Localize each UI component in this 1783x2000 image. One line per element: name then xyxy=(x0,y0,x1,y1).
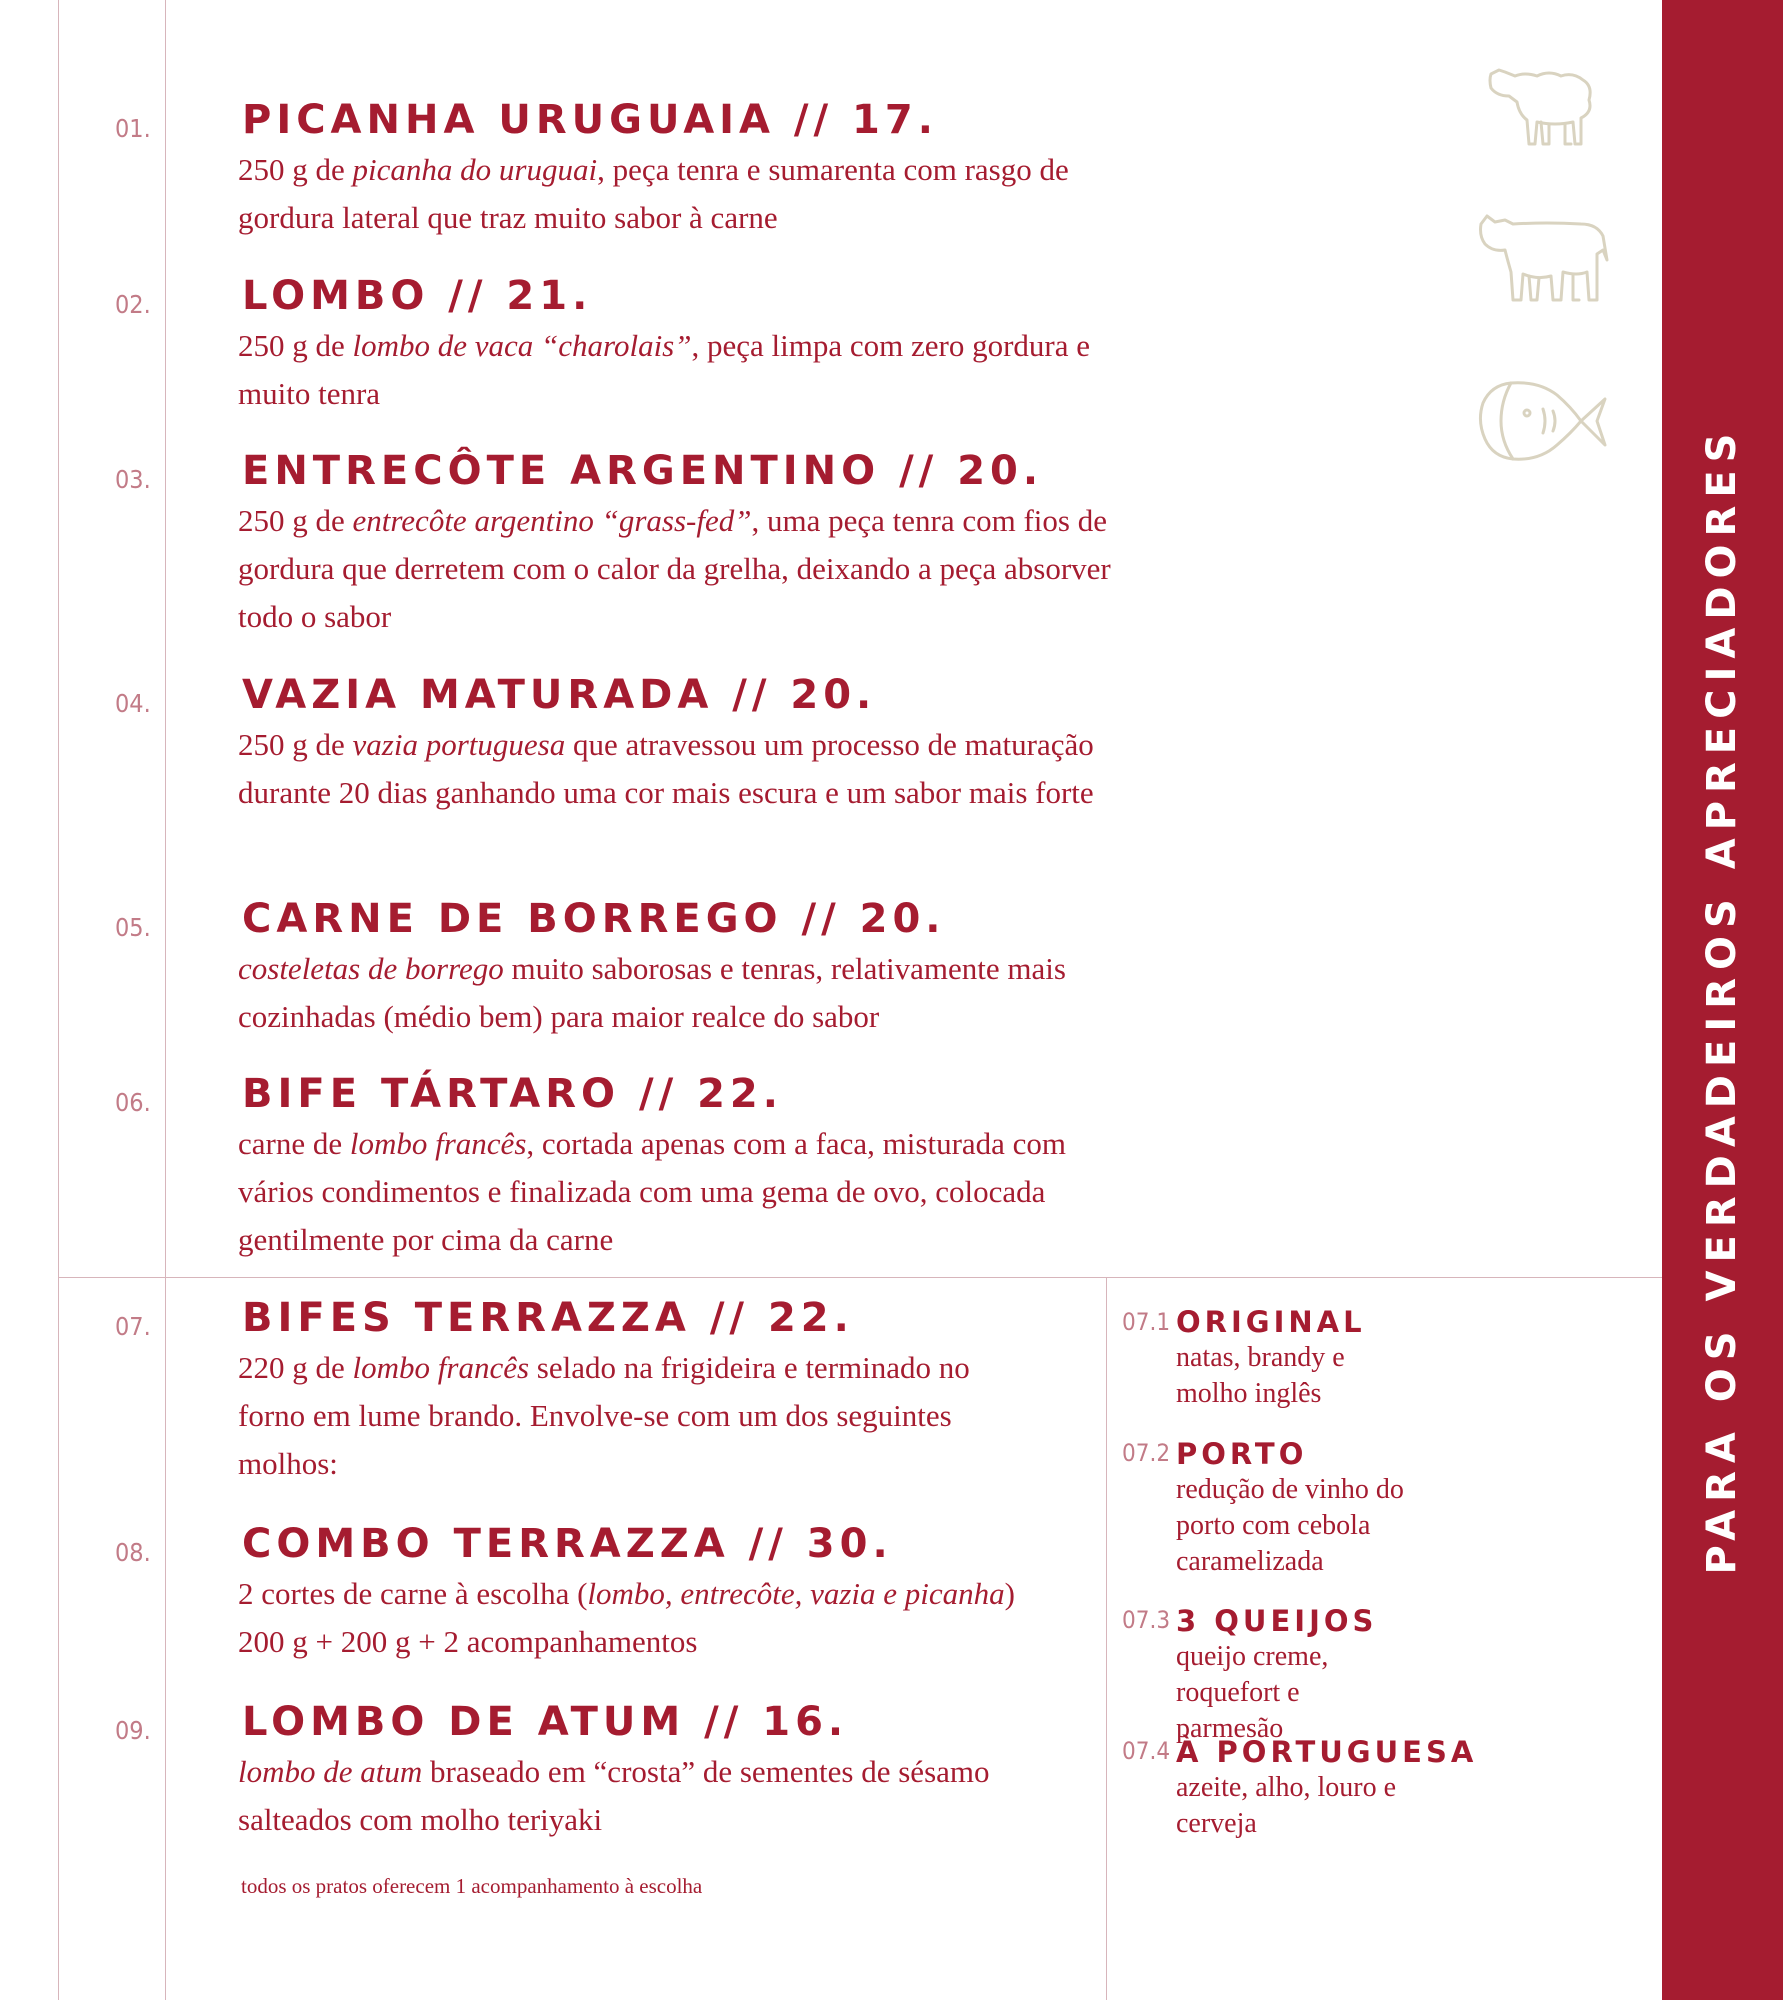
sauce-description: queijo creme, roquefort e parmesão xyxy=(1176,1641,1329,1744)
dish-title: CARNE DE BORREGO // 20. xyxy=(242,896,946,942)
dish-description-text: ) 200 g + 200 g + 2 acompanhamentos xyxy=(238,1576,1015,1659)
dish-description xyxy=(238,322,1118,418)
dish-description-text: , peça tenra e sumarenta com rasgo de gordura lateral que traz muito sabor à carne xyxy=(238,152,1069,235)
dish-description-text: carne de xyxy=(238,1126,350,1161)
dish-title: ENTRECÔTE ARGENTINO // 20. xyxy=(242,448,1044,494)
dish-picanha xyxy=(238,96,1118,242)
left-margin-rule xyxy=(58,0,59,2000)
sauce-description: natas, brandy e molho inglês xyxy=(1176,1342,1345,1409)
dish-number: 08. xyxy=(115,1538,151,1567)
dish-description xyxy=(238,945,1118,1041)
dish-description xyxy=(238,1344,978,1488)
dish-number: 01. xyxy=(115,114,151,143)
dish-description-text: braseado em “crosta” de sementes de sésamo salteados com molho teriyaki xyxy=(238,1754,990,1837)
dish-description-emphasis: lombo francês xyxy=(352,1350,530,1385)
dish-number: 09. xyxy=(115,1716,151,1745)
dish-number: 04. xyxy=(115,689,151,718)
dish-bifes-terrazza xyxy=(238,1294,978,1488)
sauce-column-rule xyxy=(1106,1277,1107,2000)
dish-title: COMBO TERRAZZA // 30. xyxy=(242,1521,893,1567)
sheep-icon xyxy=(1485,62,1605,152)
dish-combo-terrazza xyxy=(238,1520,1038,1666)
dish-description xyxy=(238,1748,1038,1844)
sauce-title: PORTO xyxy=(1176,1437,1308,1471)
dish-title: BIFE TÁRTARO // 22. xyxy=(242,1071,783,1117)
dish-entrecote xyxy=(238,447,1118,641)
dish-number: 03. xyxy=(115,465,151,494)
dish-description-emphasis: costeletas de borrego xyxy=(238,951,504,986)
fish-icon xyxy=(1477,375,1612,465)
dish-description-emphasis: lombo de vaca “charolais” xyxy=(352,328,692,363)
dish-description-emphasis: lombo francês xyxy=(349,1126,527,1161)
sauce-porto xyxy=(1176,1436,1466,1580)
dish-description-text: 250 g de xyxy=(238,503,353,538)
number-column-rule xyxy=(165,0,166,2000)
dish-description xyxy=(238,721,1118,817)
dish-description-text: que atravessou um processo de maturação durante 20 dias ganhando uma cor mais escura e um sabor mais forte xyxy=(238,727,1094,810)
dish-description-text: 250 g de xyxy=(238,727,353,762)
sauce-description: redução de vinho do porto com cebola caramelizada xyxy=(1176,1474,1404,1577)
dish-description-text: muito saborosas e tenras, relativamente mais cozinhadas (médio bem) para maior realce do sabor xyxy=(238,951,1066,1034)
dish-title: BIFES TERRAZZA // 22. xyxy=(242,1295,854,1341)
dish-number: 02. xyxy=(115,290,151,319)
dish-description xyxy=(238,497,1118,641)
sauce-number: 07.3 xyxy=(1122,1606,1171,1634)
sauce-number: 07.2 xyxy=(1122,1439,1171,1467)
dish-description-text: 220 g de xyxy=(238,1350,353,1385)
dish-title: PICANHA URUGUAIA // 17. xyxy=(242,97,938,143)
dish-description xyxy=(238,1120,1118,1264)
dish-tartaro xyxy=(238,1070,1118,1264)
dish-vazia xyxy=(238,671,1118,817)
dish-description-text: , peça limpa com zero gordura e muito tenra xyxy=(238,328,1091,411)
dish-description-text: selado na frigideira e terminado no forno em lume brando. Envolve-se com um dos seguintes molhos: xyxy=(238,1350,970,1481)
dish-description-text: 250 g de xyxy=(238,152,353,187)
sauce-number: 07.4 xyxy=(1122,1737,1171,1765)
dish-description-text: , uma peça tenra com fios de gordura que derretem com o calor da grelha, deixando a peça absorver todo o sabor xyxy=(238,503,1111,634)
dish-title: LOMBO // 21. xyxy=(242,273,593,319)
dish-description-text: , cortada apenas com a faca, misturada com vários condimentos e finalizada com uma gema de ovo, colocada gentilmente por cima da carne xyxy=(238,1126,1067,1257)
dish-number: 05. xyxy=(115,913,151,942)
sidebar-title: PARA OS VERDADEIROS APRECIADORES xyxy=(1699,425,1745,1575)
footnote: todos os pratos oferecem 1 acompanhamento à escolha xyxy=(241,1874,703,1898)
dish-description-text: 250 g de xyxy=(238,328,353,363)
sauce-description: azeite, alho, louro e cerveja xyxy=(1176,1772,1397,1839)
section-divider xyxy=(58,1277,1662,1278)
sauce-original xyxy=(1176,1304,1466,1412)
sauce-number: 07.1 xyxy=(1122,1308,1171,1336)
sauce-title: À PORTUGUESA xyxy=(1176,1735,1478,1769)
sauce-title: 3 QUEIJOS xyxy=(1176,1604,1378,1638)
dish-description-emphasis: picanha do uruguai xyxy=(352,152,598,187)
sauce-portuguesa xyxy=(1176,1734,1478,1842)
dish-number: 06. xyxy=(115,1088,151,1117)
sauce-3-queijos xyxy=(1176,1603,1466,1747)
dish-atum xyxy=(238,1698,1038,1844)
dish-description-emphasis: entrecôte argentino “grass-fed” xyxy=(352,503,752,538)
dish-description-text: 2 cortes de carne à escolha ( xyxy=(238,1576,588,1611)
dish-title: LOMBO DE ATUM // 16. xyxy=(242,1699,849,1745)
dish-lombo xyxy=(238,272,1118,418)
dish-title: VAZIA MATURADA // 20. xyxy=(242,672,877,718)
dish-number: 07. xyxy=(115,1312,151,1341)
dish-description xyxy=(238,146,1118,242)
cow-icon xyxy=(1477,210,1612,305)
dish-description-emphasis: vazia portuguesa xyxy=(352,727,566,762)
dish-description-emphasis: lombo de atum xyxy=(238,1754,423,1789)
sauce-title: ORIGINAL xyxy=(1176,1305,1366,1339)
dish-description-emphasis: lombo, entrecôte, vazia e picanha xyxy=(587,1576,1005,1611)
dish-description xyxy=(238,1570,1038,1666)
dish-borrego xyxy=(238,895,1118,1041)
